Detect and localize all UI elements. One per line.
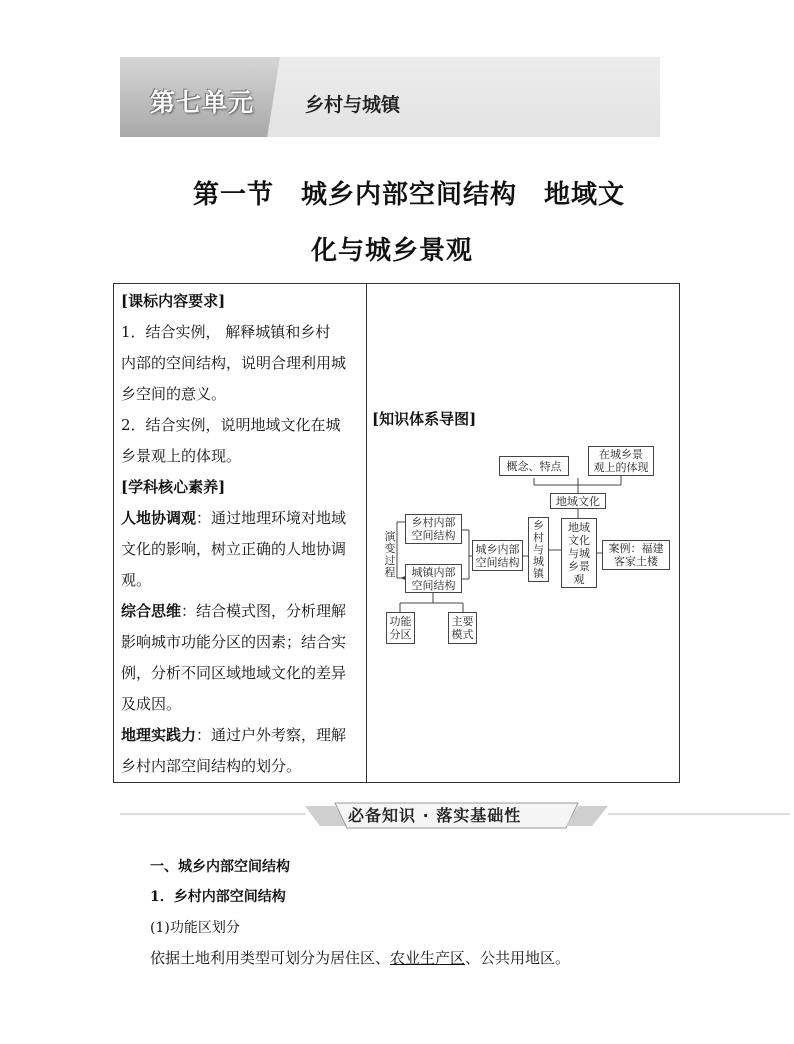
box-rural-structure: 乡村内部 空间结构 <box>405 514 462 544</box>
mind-map-header: [知识体系导图] <box>372 410 477 428</box>
requirement-1-line: 乡空间的意义。 <box>121 385 227 403</box>
requirement-1-line: 1．结合实例， 解释城镇和乡村 <box>121 323 331 341</box>
section-title-line1: 第一节 城乡内部空间结构 地域文 <box>193 180 626 210</box>
paragraph-suffix: 、公共用地区。 <box>465 949 571 967</box>
evolution-label: 演变过程 <box>384 530 396 579</box>
competencies-header: [学科核心素养] <box>121 478 226 496</box>
box-landscape: 在城乡景 观上的体现 <box>588 446 654 476</box>
paragraph-prefix: 依据土地利用类型可划分为居住区、 <box>150 949 391 967</box>
heading-function-zones: (1)功能区划分 <box>150 920 240 936</box>
table-divider <box>366 283 367 783</box>
competency-1 <box>121 503 364 534</box>
competency-1-text: ：通过地理环境对地域 <box>196 509 347 527</box>
box-urban-rural-structure: 城乡内部 空间结构 <box>472 540 523 571</box>
competency-2-label: 综合思维 <box>121 602 182 620</box>
requirement-1-line: 内部的空间结构，说明合理利用城 <box>121 354 347 372</box>
competency-3-text: ：通过户外考察，理解 <box>196 726 347 744</box>
requirements-column <box>121 286 364 782</box>
competency-2-line: 及成因。 <box>121 695 182 713</box>
heading-urban-rural-structure: 一、城乡内部空间结构 <box>150 859 290 875</box>
competency-2-line: 影响城市功能分区的因素；结合实 <box>121 633 347 651</box>
unit-subtitle: 乡村与城镇 <box>305 94 401 116</box>
box-case: 案例：福建 客家土楼 <box>602 540 670 570</box>
box-regional-culture: 地域文化 <box>550 493 606 509</box>
competency-2-line: 例，分析不同区域地域文化的差异 <box>121 664 347 682</box>
box-function-zone: 功能 分区 <box>386 612 415 644</box>
competency-2 <box>121 596 364 627</box>
competency-1-line: 文化的影响，树立正确的人地协调 <box>121 540 347 558</box>
box-rural-urban: 乡村与城镇 <box>528 517 549 582</box>
paragraph-underlined: 农业生产区 <box>390 949 466 967</box>
unit-label: 第七单元 <box>150 88 255 117</box>
competency-3 <box>121 720 364 751</box>
section-title-line2: 化与城乡景观 <box>311 236 474 266</box>
requirement-2-line: 2．结合实例，说明地域文化在城 <box>121 416 341 434</box>
box-culture-landscape: 地域 文化 与城 乡景 观 <box>561 518 597 588</box>
heading-rural-structure: 1．乡村内部空间结构 <box>150 889 286 905</box>
unit-banner <box>120 57 660 137</box>
box-concept: 概念、特点 <box>499 456 569 476</box>
box-main-mode: 主要 模式 <box>448 612 477 644</box>
requirement-2-line: 乡景观上的体现。 <box>121 447 242 465</box>
requirements-header: [课标内容要求] <box>121 292 226 310</box>
competency-2-text: ：结合模式图，分析理解 <box>181 602 347 620</box>
section-banner-text: 必备知识 · 落实基础性 <box>348 806 522 825</box>
competency-1-label: 人地协调观 <box>121 509 197 527</box>
paragraph-function-zones <box>150 947 570 968</box>
competency-3-label: 地理实践力 <box>121 726 197 744</box>
box-urban-structure: 城镇内部 空间结构 <box>405 564 462 593</box>
competency-3-line: 乡村内部空间结构的划分。 <box>121 757 302 775</box>
competency-1-line: 观。 <box>121 571 152 589</box>
